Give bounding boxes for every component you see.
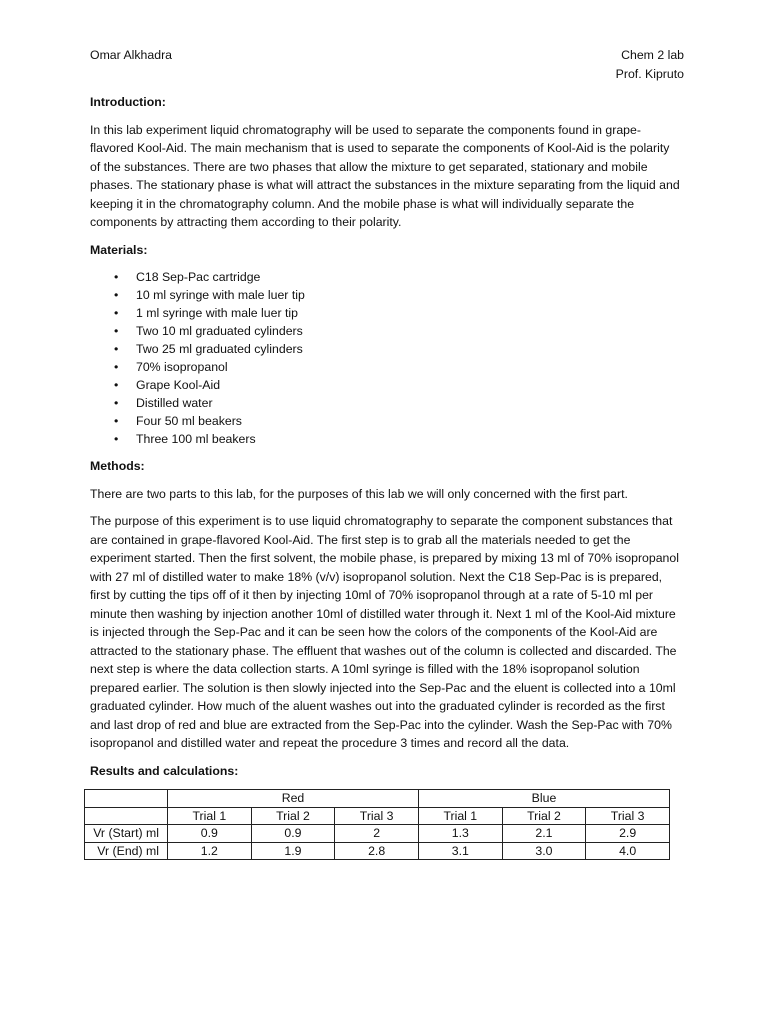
document-body <box>90 93 680 860</box>
header-right <box>616 46 684 83</box>
methods-heading: Methods: <box>90 459 145 473</box>
material-text: Four 50 ml beakers <box>136 414 242 428</box>
material-text: Three 100 ml beakers <box>136 432 256 446</box>
row-label: Vr (End) ml <box>85 842 168 860</box>
bullet-icon: • <box>114 342 119 356</box>
table-cell: 1.2 <box>168 842 252 860</box>
bullet-icon: • <box>114 396 119 410</box>
trial-header: Trial 2 <box>502 807 586 825</box>
trial-header: Trial 1 <box>418 807 502 825</box>
table-corner-cell <box>85 790 168 808</box>
table-cell: 3.0 <box>502 842 586 860</box>
results-table <box>84 789 670 860</box>
bullet-icon: • <box>114 288 119 302</box>
table-cell: 2.1 <box>502 825 586 843</box>
bullet-icon: • <box>114 378 119 392</box>
introduction-paragraph: In this lab experiment liquid chromatography will be used to separate the components found in grape-flavored Kool-Aid. The main mechanism that is used to separate the components of Kool-Aid is the polarity of the substances. There are two phases that allow the mixture to get separated, stationary and mobile phases. The stationary phase is what will attract the substances in the mixture separating from the liquid and keeping it in the chromatography column. And the mobile phase is what will individually separate the components by attracting them according to their polarity. <box>90 122 680 229</box>
course-name: Chem 2 lab <box>621 48 684 62</box>
group-header-blue: Blue <box>418 790 669 808</box>
group-header-red: Red <box>168 790 419 808</box>
list-item <box>90 412 680 430</box>
materials-heading: Materials: <box>90 242 148 257</box>
row-label: Vr (Start) ml <box>85 825 168 843</box>
table-cell: 1.9 <box>251 842 335 860</box>
author-name: Omar Alkhadra <box>90 48 173 62</box>
results-heading: Results and calculations: <box>90 763 239 778</box>
list-item <box>90 340 680 358</box>
material-text: 70% isopropanol <box>136 360 228 374</box>
material-text: 1 ml syringe with male luer tip <box>136 306 298 320</box>
trial-header: Trial 3 <box>586 807 670 825</box>
table-cell: 0.9 <box>251 825 335 843</box>
table-corner-cell <box>85 807 168 825</box>
list-item <box>90 394 680 412</box>
list-item <box>90 358 680 376</box>
trial-header: Trial 3 <box>335 807 419 825</box>
list-item <box>90 376 680 394</box>
bullet-icon: • <box>114 432 119 446</box>
table-trial-row <box>85 807 670 825</box>
list-item <box>90 322 680 340</box>
bullet-icon: • <box>114 414 119 428</box>
bullet-icon: • <box>114 360 119 374</box>
table-group-row <box>85 790 670 808</box>
material-text: C18 Sep-Pac cartridge <box>136 270 261 284</box>
table-cell: 4.0 <box>586 842 670 860</box>
bullet-icon: • <box>114 270 119 284</box>
list-item <box>90 268 680 286</box>
introduction-heading: Introduction: <box>90 95 166 109</box>
table-cell: 0.9 <box>168 825 252 843</box>
professor-name: Prof. Kipruto <box>615 66 684 81</box>
material-text: Two 25 ml graduated cylinders <box>136 342 303 356</box>
methods-paragraph: The purpose of this experiment is to use liquid chromatography to separate the component substances that are contained in grape-flavored Kool-Aid. The first step is to grab all the materials needed to get the experiment started. Then the first solvent, the mobile phase, is prepared by mixing 13 ml of 70% isopropanol with 27 ml of distilled water to make 18% (v/v) isopropanol solution. Next the C18 Sep-Pac is is prepared, first by cutting the tips off of it then by injecting 10ml of 70% isopropanol through at a rate of 5-10 ml per minute then washing by injection another 10ml of distilled water through it. Next 1 ml of the Kool-Aid mixture is injected through the Sep-Pac and it can be seen how the colors of the components of the Kool-Aid are attracted to the stationary phase. The effluent that washes out of the column is collected and discarded. The next step is where the data collection starts. A 10ml syringe is filled with the 18% isopropanol solution prepared earlier. The solution is then slowly injected into the Sep-Pac and the eluent is collected into a 10ml graduated cylinder. How much of the aluent washes out into the graduated cylinder is recorded as the first and last drop of red and blue are extracted from the Sep-Pac into the cylinder. Wash the Sep-Pac with 70% isopropanol and distilled water and repeat the procedure 3 times and record all the data. <box>90 514 679 750</box>
material-text: Distilled water <box>136 396 213 410</box>
bullet-icon: • <box>114 324 119 338</box>
material-text: Grape Kool-Aid <box>136 378 221 392</box>
table-cell: 1.3 <box>418 825 502 843</box>
materials-list <box>90 268 680 448</box>
trial-header: Trial 2 <box>251 807 335 825</box>
table-row <box>85 825 670 843</box>
table-cell: 3.1 <box>418 842 502 860</box>
bullet-icon: • <box>114 306 119 320</box>
methods-paragraph: There are two parts to this lab, for the purposes of this lab we will only concerned with the first part. <box>90 486 628 501</box>
list-item <box>90 304 680 322</box>
table-cell: 2 <box>335 825 419 843</box>
table-row <box>85 842 670 860</box>
material-text: Two 10 ml graduated cylinders <box>136 324 303 338</box>
list-item <box>90 286 680 304</box>
table-cell: 2.8 <box>335 842 419 860</box>
table-cell: 2.9 <box>586 825 670 843</box>
trial-header: Trial 1 <box>168 807 252 825</box>
material-text: 10 ml syringe with male luer tip <box>136 288 305 302</box>
list-item <box>90 430 680 448</box>
